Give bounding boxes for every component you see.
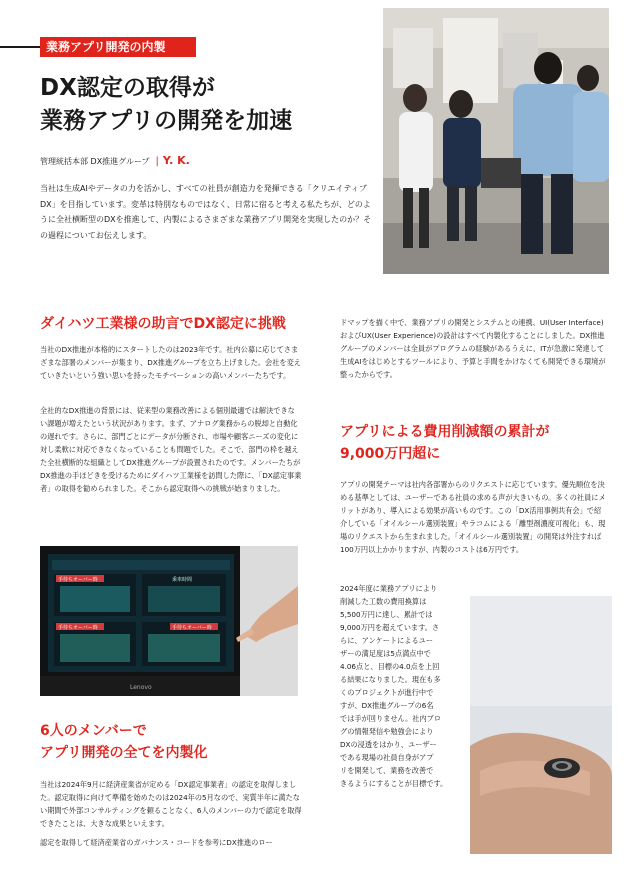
column2-p2-line: DXの浸透をはかり、ユーザー (340, 740, 437, 749)
column2-p2-line: では手が回りません。社内ブロ (340, 714, 442, 723)
column2-p2-line: リを開発して、業務を改善で (340, 766, 434, 775)
column2-p2-line: グの情報発信や勉強会により (340, 727, 434, 736)
column2-p2-line: 4.06点と、目標の4.0点を上回 (340, 662, 440, 671)
title-line-1: DX認定の取得が (40, 75, 215, 101)
title-line-2: 業務アプリの開発を加速 (40, 108, 293, 134)
section2-paragraph-2: 認定を取得して経済産業省のガバナンス・コードを参考にDX推進のロー (40, 838, 273, 847)
column2-p2-line: る結果になりました。現在も多 (340, 675, 441, 684)
section2-heading (40, 720, 300, 764)
oil-seal-hand-illustration (470, 596, 612, 854)
column2-p2-line: 5,500万円に達し、累計では (340, 610, 433, 619)
column2-heading (340, 421, 608, 465)
exhibition-photo-illustration (383, 8, 609, 274)
dashboard-label-3: 手待ちオーバー時 (58, 625, 98, 631)
section1-paragraph-2: 全社的なDX推進の背景には、従来型の業務改善による個別最適では解決できない課題が増えたという状況があります。まず、アナログ業務からの脱却と自動化の遅れです。さらに、部門ごとにデータが分断され、市場や顧客ニーズの変化に対し柔軟に対応できなくなっていることも問題でした。そこで、部門の枠を越えた全社横断的な組織としてDX推進グループが設置されたのです。メンバーたちがDX推進の手ほどきを受けるためにダイハツ工業様を訪問した際に、「DX認定事業者」の取得を勧められました。そこから認定取得への挑戦が始まりました。 (40, 406, 302, 493)
laptop-brand: Lenovo (130, 684, 152, 691)
byline (40, 154, 190, 167)
column2-p2-line: である現場の社員自身がアプ (340, 753, 434, 762)
column2-p2-line: 2024年度に業務アプリにより (340, 584, 438, 593)
dashboard-label-4: 手待ちオーバー時 (172, 625, 212, 631)
section2-paragraph-1: 当社は2024年9月に経済産業省が定める「DX認定事業者」の認定を取得しました。認定取得に向けて準備を始めたのは2024年の5月なので、実質半年に満たない期間で外部コンサルティングを頼ることなく、6人のメンバーの力で認定を取得できたことは、大きな成果といえます。 (40, 780, 302, 828)
header-rule (0, 46, 40, 48)
section2-heading-line-2: アプリ開発の全てを内製化 (40, 745, 208, 761)
page-title (40, 72, 370, 138)
dashboard-label-1: 手待ちオーバー時 (58, 577, 98, 583)
column2-paragraph-1: アプリの開発テーマは社内各部署からのリクエストに応じています。優先順位を決める基準としては、ユーザーである社員の求める声が大きいもの。多くの社員にメリットがあり、導入による効果が高いものです。この「DX活用事例共有会」で紹介している「オイルシール選別装置」やラコムによる「離型剤濃度可視化」も、現場のリクエストから生まれました。「オイルシール選別装置」の開発は外注すれば100万円以上かかりますが、内製のコストは6万円です。 (340, 480, 606, 554)
column2-p2-line: らに、アンケートによるユー (340, 636, 434, 645)
column2-p2-line: 削減した工数の費用換算は (340, 597, 427, 606)
section1-paragraph-1: 当社のDX推進が本格的にスタートしたのは2023年です。社内公募に応じてさまざまな部署のメンバーが集まり、DX推進グループを立ち上げました。会社を変えていきたいという強い思いを持ったモチベーションの高いメンバーたちです。 (40, 345, 301, 380)
column2-p2-line: くのプロジェクトが進行中で (340, 688, 434, 697)
byline-dept: 管理統括本部 DX推進グループ (40, 157, 150, 166)
byline-separator: | (155, 156, 159, 167)
dashboard-label-2: 乗車時間 (172, 577, 193, 583)
column2-p2-line: きるようにすることが目標です。 (340, 779, 448, 788)
section-tag: 業務アプリ開発の内製 (40, 37, 196, 57)
section2-heading-line-1: 6人のメンバーで (40, 723, 147, 739)
oil-seal-hand-photo (470, 596, 612, 854)
column2-p2-line: 9,000万円を超えています。さ (340, 623, 440, 632)
column2-p2-line: すが、DX推進グループの6名 (340, 701, 434, 710)
column2-heading-line-2: 9,000万円超に (340, 446, 441, 462)
exhibition-photo (383, 8, 609, 274)
laptop-dashboard-illustration (40, 546, 298, 696)
laptop-dashboard-photo (40, 546, 298, 696)
column2-p2-line: ザーの満足度は5点満点中で (340, 649, 431, 658)
column2-paragraph-2 (340, 582, 468, 790)
column2-continuation: ドマップを描く中で、業務アプリの開発とシステムとの連携、UI(User Interface)およびUX(User Experience)の設計はすべて内製化することにしました。DX推進グループのメンバーは全員がプログラムの経験があるうえに、ITが急激に発達して生成AIをはじめとするツールにより、予算と手間をかけなくても開発できる環境が整ったからです。 (340, 318, 606, 379)
byline-name: Y. K. (162, 154, 190, 167)
column2-heading-line-1: アプリによる費用削減額の累計が (340, 424, 550, 440)
lead-paragraph: 当社は生成AIやデータの力を活かし、すべての社員が創造力を発揮できる「クリエイティブDX」を目指しています。変革は特別なものではなく、日常に宿ると考える私たちが、どのように全社横断型のDXを推進して、内製によるさまざまな業務アプリ開発を実現したのか？その過程についてお伝えします。 (40, 184, 372, 240)
section1-heading: ダイハツ工業様の助言でDX認定に挑戦 (40, 316, 286, 332)
